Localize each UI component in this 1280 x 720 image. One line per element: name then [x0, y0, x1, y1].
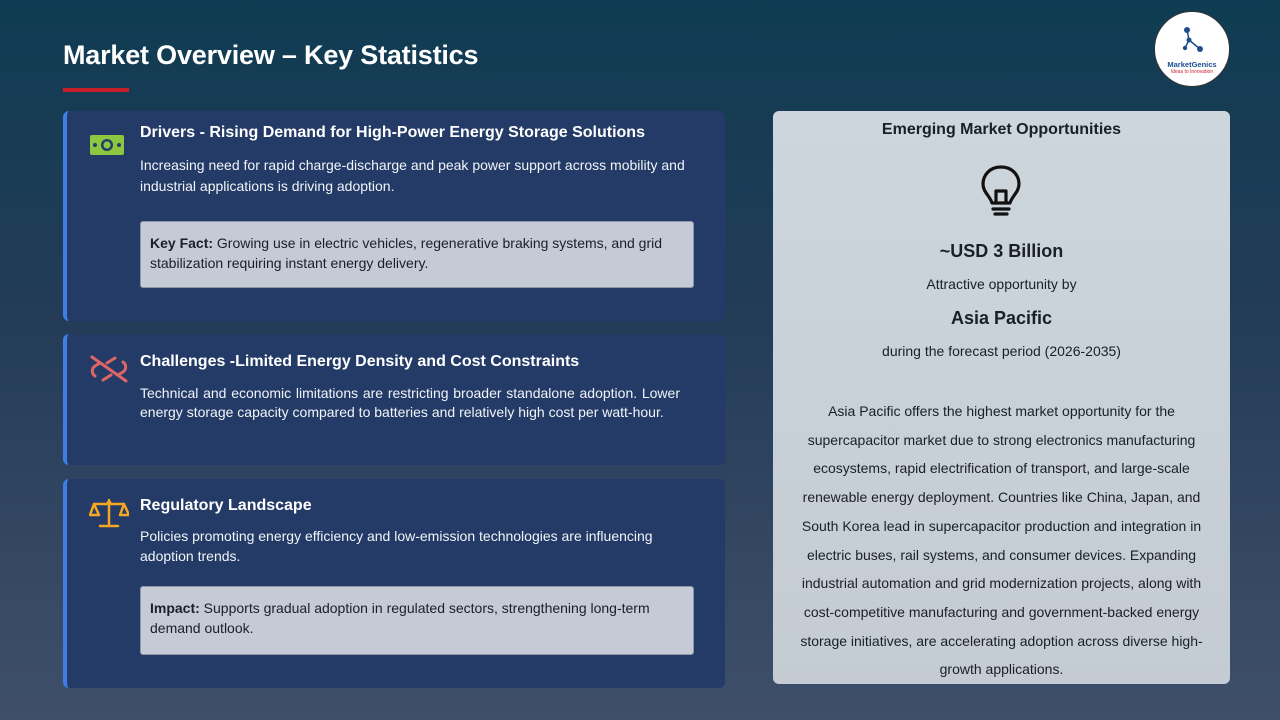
lightbulb-icon — [979, 163, 1023, 219]
key-fact-label: Key Fact: — [150, 235, 214, 251]
opportunity-value: ~USD 3 Billion — [939, 241, 1064, 261]
drivers-body: Increasing need for rapid charge-discharge and peak power support across mobility and industrial applications is driving adoption. — [140, 157, 685, 194]
balance-scale-icon — [89, 497, 129, 529]
key-fact-text: Growing use in electric vehicles, regenerative braking systems, and grid stabilization requiring instant energy delivery. — [150, 235, 663, 271]
opportunity-region: Asia Pacific — [950, 308, 1053, 328]
money-icon — [89, 132, 125, 158]
logo-name: MarketGenics — [1167, 60, 1217, 69]
impact-text: Supports gradual adoption in regulated sectors, strengthening long-term demand outlook. — [150, 600, 650, 636]
challenges-card — [63, 334, 725, 465]
regulatory-body: Policies promoting energy efficiency and low-emission technologies are influencing adoption trends. — [140, 528, 653, 564]
opportunity-panel — [773, 111, 1230, 684]
molecule-icon — [1181, 26, 1205, 54]
logo-tagline: Ideas to Innovation — [1170, 69, 1214, 75]
challenges-heading: Challenges -Limited Energy Density and Cost Constraints — [140, 353, 580, 370]
drivers-heading: Drivers - Rising Demand for High-Power Energy Storage Solutions — [140, 124, 645, 141]
broken-link-icon — [89, 354, 129, 384]
drivers-card — [63, 111, 725, 321]
opportunity-title: Emerging Market Opportunities — [881, 121, 1122, 138]
opportunity-description: Asia Pacific offers the highest market opportunity for the supercapacitor market due to strong electronics manufacturing ecosystems, rapid electrification of transport, and large-scale renewable energy deployment. Countries like China, Japan, and South Korea lead in supercapacitor production and integration in electric buses, rail systems, and consumer devices. Expanding industrial automation and grid modernization projects, along with cost-competitive manufacturing and government-backed energy storage initiatives, are accelerating adoption across diverse high-growth applications. — [800, 403, 1203, 678]
forecast-period: during the forecast period (2026-2035) — [882, 343, 1121, 359]
challenges-body: Technical and economic limitations are restricting broader standalone adoption. Lower energy storage capacity compared to batteries and relatively high cost per watt-hour. — [140, 385, 680, 420]
title-underline — [63, 88, 129, 92]
regulatory-card — [63, 479, 725, 688]
company-logo — [1154, 11, 1230, 87]
impact-box — [140, 586, 694, 655]
impact-label: Impact: — [150, 600, 200, 616]
page-title: Market Overview – Key Statistics — [63, 40, 479, 70]
regulatory-heading: Regulatory Landscape — [140, 497, 312, 514]
key-fact-box — [140, 221, 694, 288]
opportunity-subtitle: Attractive opportunity by — [926, 276, 1077, 292]
